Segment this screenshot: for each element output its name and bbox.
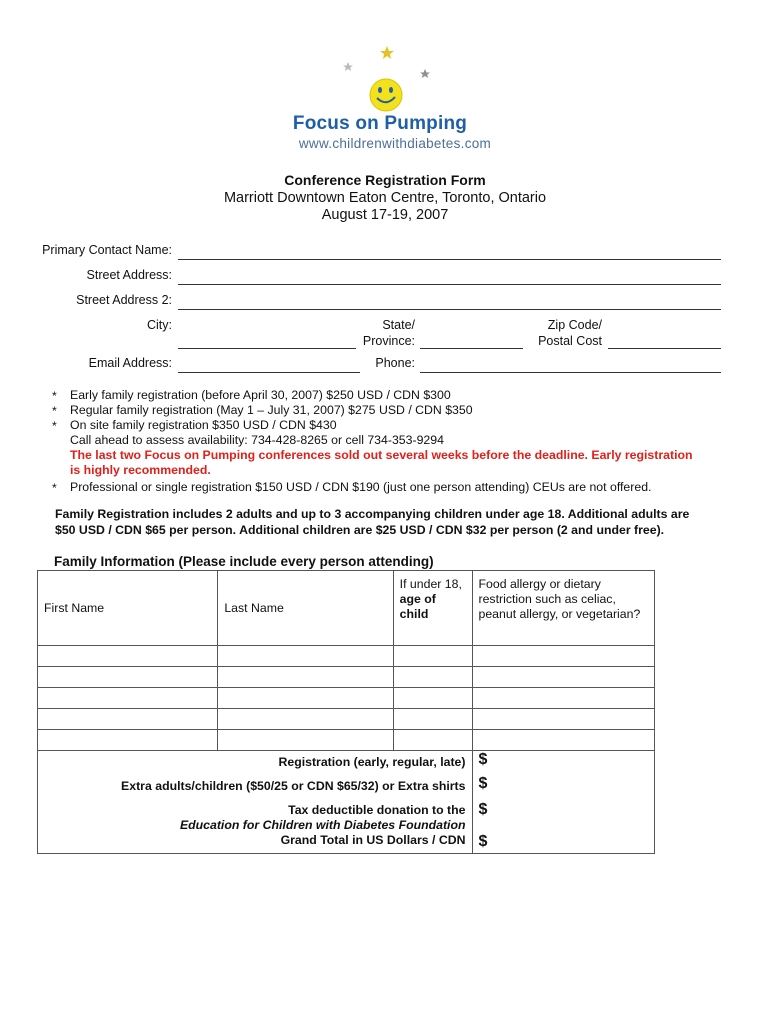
col-food-allergy xyxy=(472,571,655,646)
totals-row-grand xyxy=(38,833,655,854)
donation-amount-field[interactable] xyxy=(472,799,655,833)
onsite-registration-text: On site family registration $350 USD / CDN $430 xyxy=(70,418,337,432)
star-gold-icon xyxy=(380,46,394,59)
col-child-age-2: age of xyxy=(399,592,436,606)
street-address-field[interactable] xyxy=(178,283,721,285)
street-address-2-label: Street Address 2: xyxy=(76,293,172,307)
extra-total-label: Extra adults/children ($50/25 or CDN $65/32) or Extra shirts xyxy=(38,775,473,799)
family-note-line-2: $50 USD / CDN $65 per person. Additional children are $25 USD / CDN $32 per person (2 and under free). xyxy=(55,523,665,537)
last-name-cell[interactable] xyxy=(218,709,393,730)
food-cell[interactable] xyxy=(472,730,655,751)
logo-url: www.childrenwithdiabetes.com xyxy=(298,136,492,151)
regular-registration-text: Regular family registration (May 1 – July 31, 2007) $275 USD / CDN $350 xyxy=(70,403,473,417)
col-food-allergy-3: peanut allergy, or vegetarian? xyxy=(478,607,641,621)
list-item xyxy=(52,480,732,495)
family-information-table xyxy=(37,570,655,854)
form-title: Conference Registration Form xyxy=(284,172,486,188)
bullet: * xyxy=(52,389,57,403)
state-label-2: Province: xyxy=(362,334,415,348)
call-ahead-text: Call ahead to assess availability: 734-428-8265 or cell 734-353-9294 xyxy=(70,433,444,447)
email-label: Email Address: xyxy=(88,356,172,370)
venue: Marriott Downtown Eaton Centre, Toronto, Ontario xyxy=(223,190,547,206)
age-cell[interactable] xyxy=(393,709,472,730)
dollar-sign: $ xyxy=(478,833,488,850)
state-label-1: State/ xyxy=(382,318,415,332)
age-cell[interactable] xyxy=(393,688,472,709)
last-name-cell[interactable] xyxy=(218,688,393,709)
street-address-label: Street Address: xyxy=(86,268,172,282)
first-name-cell[interactable] xyxy=(38,709,218,730)
last-name-cell[interactable] xyxy=(218,730,393,751)
sold-out-warning-1: The last two Focus on Pumping conferences sold out several weeks before the deadline. Early registration xyxy=(70,448,693,462)
city-label: City: xyxy=(147,318,172,332)
first-name-cell[interactable] xyxy=(38,688,218,709)
age-cell[interactable] xyxy=(393,730,472,751)
last-name-cell[interactable] xyxy=(218,667,393,688)
totals-row-extra xyxy=(38,775,655,799)
col-child-age xyxy=(393,571,472,646)
state-field[interactable] xyxy=(420,347,523,349)
donation-label xyxy=(38,799,473,833)
phone-label: Phone: xyxy=(375,356,415,370)
donation-label-1: Tax deductible donation to the xyxy=(288,803,466,817)
food-cell[interactable] xyxy=(472,709,655,730)
focus-on-pumping-logo xyxy=(290,40,500,160)
totals-row-registration xyxy=(38,751,655,776)
registration-total-label: Registration (early, regular, late) xyxy=(38,751,473,776)
family-note-line-1: Family Registration includes 2 adults and up to 3 accompanying children under age 18. Additional adults are xyxy=(55,507,690,521)
table-row xyxy=(38,667,655,688)
food-cell[interactable] xyxy=(472,688,655,709)
table-row xyxy=(38,688,655,709)
early-registration-text: Early family registration (before April 30, 2007) $250 USD / CDN $300 xyxy=(70,388,451,402)
table-header-row xyxy=(38,571,655,646)
col-child-age-1: If under 18, xyxy=(399,577,462,591)
food-cell[interactable] xyxy=(472,667,655,688)
table-row xyxy=(38,709,655,730)
table-row xyxy=(38,646,655,667)
primary-contact-label: Primary Contact Name: xyxy=(42,243,172,257)
dollar-sign: $ xyxy=(478,801,488,818)
first-name-cell[interactable] xyxy=(38,646,218,667)
email-field[interactable] xyxy=(178,371,360,373)
family-information-heading: Family Information (Please include every person attending) xyxy=(54,554,434,569)
extra-amount-field[interactable] xyxy=(472,775,655,799)
star-gray-icon xyxy=(420,69,430,78)
zip-field[interactable] xyxy=(608,347,721,349)
dollar-sign: $ xyxy=(478,751,488,768)
food-cell[interactable] xyxy=(472,646,655,667)
event-dates: August 17-19, 2007 xyxy=(321,207,449,223)
sold-out-warning-2: is highly recommended. xyxy=(70,463,211,477)
grand-total-amount-field[interactable] xyxy=(472,833,655,854)
list-item xyxy=(52,388,732,403)
logo-title: Focus on Pumping xyxy=(292,113,468,134)
primary-contact-field[interactable] xyxy=(178,258,721,260)
logo-graphic xyxy=(290,40,500,115)
professional-registration-text: Professional or single registration $150 USD / CDN $190 (just one person attending) CEUs are not offered. xyxy=(70,480,652,494)
table-row xyxy=(38,730,655,751)
list-item xyxy=(52,403,732,418)
zip-label-1: Zip Code/ xyxy=(547,318,602,332)
col-last-name: Last Name xyxy=(218,571,393,646)
registration-options xyxy=(52,388,732,495)
age-cell[interactable] xyxy=(393,667,472,688)
street-address-2-field[interactable] xyxy=(178,308,721,310)
dollar-sign: $ xyxy=(478,775,488,792)
family-registration-note xyxy=(55,506,725,538)
col-child-age-3: child xyxy=(399,607,429,621)
totals-row-donation xyxy=(38,799,655,833)
bullet: * xyxy=(52,419,57,433)
grand-total-label: Grand Total in US Dollars / CDN xyxy=(38,833,473,854)
smiley-face-icon xyxy=(370,79,402,111)
col-food-allergy-1: Food allergy or dietary xyxy=(478,577,601,591)
donation-label-2: Education for Children with Diabetes Foundation xyxy=(179,818,466,832)
zip-label-2: Postal Cost xyxy=(538,334,602,348)
bullet: * xyxy=(52,481,57,495)
first-name-cell[interactable] xyxy=(38,730,218,751)
age-cell[interactable] xyxy=(393,646,472,667)
registration-amount-field[interactable] xyxy=(472,751,655,776)
star-gray-icon xyxy=(343,62,353,71)
city-field[interactable] xyxy=(178,347,356,349)
phone-field[interactable] xyxy=(420,371,721,373)
last-name-cell[interactable] xyxy=(218,646,393,667)
col-food-allergy-2: restriction such as celiac, xyxy=(478,592,616,606)
list-item xyxy=(52,418,732,433)
col-first-name: First Name xyxy=(38,571,218,646)
first-name-cell[interactable] xyxy=(38,667,218,688)
bullet: * xyxy=(52,404,57,418)
